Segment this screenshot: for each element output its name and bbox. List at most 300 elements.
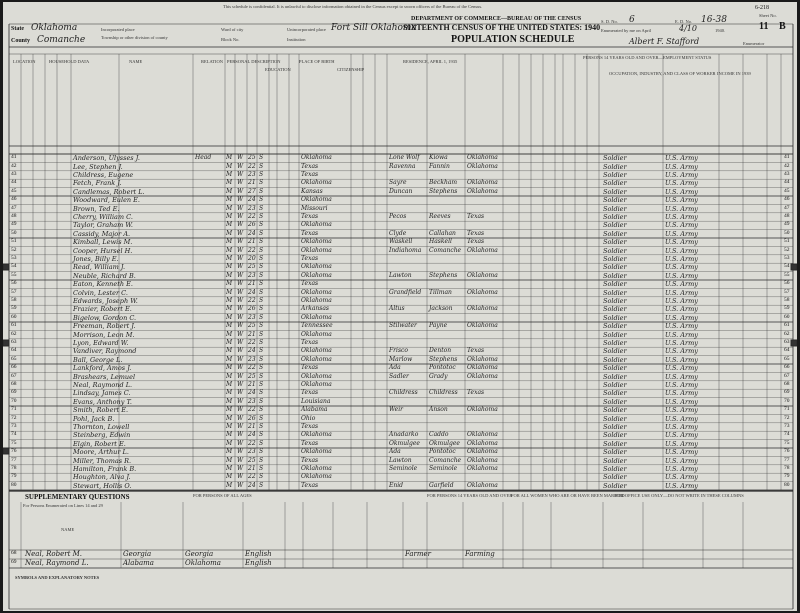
enumerator-label: Enumerator [743, 41, 765, 46]
birthplace: Kansas [301, 187, 323, 195]
occupation: Soldier [603, 381, 627, 389]
person-name: Miller, Thomas R. [73, 456, 132, 465]
industry: U.S. Army [665, 381, 698, 389]
industry: U.S. Army [665, 372, 698, 381]
sex: M [226, 414, 233, 422]
birthplace: Oklahoma [301, 355, 332, 363]
age: 21 [248, 238, 256, 246]
marital-status: S [259, 246, 264, 254]
race: W [237, 339, 244, 346]
line-number: 78 [11, 465, 17, 471]
residence-county: Callahan [429, 229, 456, 237]
supplementary-title: SUPPLEMENTARY QUESTIONS [25, 493, 130, 501]
occupation: Soldier [603, 229, 627, 238]
sex: M [226, 271, 233, 279]
residence-city: Stilwater [389, 322, 417, 330]
birthplace: Texas [301, 456, 319, 464]
incorporated-place-label: Incorporated place [101, 27, 135, 32]
industry: U.S. Army [665, 246, 698, 255]
residence-city: Ada [389, 448, 401, 456]
sex: M [226, 372, 233, 380]
residence-city: Lawton [389, 456, 412, 464]
sex: M [226, 179, 233, 187]
line-number: 61 [11, 322, 17, 329]
line-number: 76 [11, 448, 17, 455]
residence-county: Kiowa [429, 154, 448, 162]
age: 22 [248, 162, 256, 170]
age: 23 [248, 448, 256, 456]
age: 22 [248, 364, 256, 372]
census-sheet [3, 2, 797, 611]
township-label: Township or other division of county [101, 35, 168, 40]
residence-county: Stephens [429, 355, 458, 363]
county-value: Comanche [37, 35, 86, 45]
sex: M [226, 389, 233, 397]
occupation: Soldier [603, 271, 627, 280]
line-number: 44 [11, 179, 17, 186]
age: 21 [248, 423, 256, 430]
sheet-side: B [779, 21, 786, 32]
line-number-right: 46 [784, 196, 790, 203]
sex: M [226, 465, 233, 472]
occupation: Soldier [603, 372, 627, 381]
line-number: 69 [11, 389, 17, 396]
age: 24 [248, 481, 256, 489]
industry: U.S. Army [665, 288, 698, 297]
industry: U.S. Army [665, 154, 698, 163]
marital-status: S [259, 238, 264, 246]
line-number-right: 64 [784, 347, 790, 354]
line-number-right: 47 [784, 204, 790, 211]
birthplace: Missouri [301, 204, 328, 212]
residence-county: Stephens [429, 187, 458, 195]
person-name: Read, William J. [73, 263, 126, 272]
father-birthplace: Alabama [123, 559, 154, 567]
race: W [237, 456, 244, 464]
supplementary-all-ages: FOR PERSONS OF ALL AGES [193, 493, 252, 498]
occupation: Soldier [603, 238, 627, 247]
race: W [237, 355, 244, 363]
residence-city: Sayre [389, 179, 407, 187]
person-name: Neal, Raymond L. [73, 381, 133, 389]
race: W [237, 221, 244, 229]
line-number-right: 69 [784, 389, 790, 396]
occupation: Soldier [603, 465, 627, 473]
sex: M [226, 263, 233, 271]
person-name: Cooper, Hursel H. [73, 246, 133, 255]
department-line: DEPARTMENT OF COMMERCE—BUREAU OF THE CENSUS [411, 16, 582, 22]
line-number-right: 50 [784, 229, 790, 236]
sex: M [226, 381, 233, 388]
symbols-notes: SYMBOLS AND EXPLANATORY NOTES [15, 575, 100, 580]
line-number-right: 58 [784, 297, 790, 303]
residence-city: Pecos [389, 213, 407, 220]
birthplace: Tennessee [301, 322, 333, 330]
person-name: Morrison, Leon M. [73, 330, 135, 339]
occupation: Soldier [603, 423, 627, 431]
person-name: Thornton, Lowell [73, 423, 130, 431]
occupation: Soldier [603, 305, 627, 314]
industry: U.S. Army [665, 187, 698, 196]
age: 26 [248, 305, 256, 313]
birthplace: Texas [301, 162, 319, 170]
line-number-right: 68 [784, 381, 790, 387]
residence-county: Tillman [429, 288, 452, 296]
occupation: Soldier [603, 288, 627, 297]
occupation: Soldier [603, 162, 627, 171]
residence-city: Altus [389, 305, 405, 313]
marital-status: S [259, 171, 264, 178]
occupation: Soldier [603, 364, 627, 373]
section-birth: PLACE OF BIRTH [299, 59, 335, 64]
race: W [237, 297, 244, 304]
line-number: 52 [11, 246, 17, 253]
sex: M [226, 280, 233, 288]
race: W [237, 162, 244, 170]
race: W [237, 448, 244, 456]
birthplace: Oklahoma [301, 154, 332, 162]
birthplace: Texas [301, 439, 319, 447]
residence-city: Duncan [389, 187, 413, 195]
residence-city: Anadarko [389, 431, 419, 439]
person-name: Lankford, Amos J. [73, 364, 132, 373]
line-number: 55 [11, 271, 17, 278]
race: W [237, 406, 244, 414]
sex: M [226, 305, 233, 313]
race: W [237, 187, 244, 195]
marital-status: S [259, 288, 264, 296]
person-name: Lyon, Edward W. [73, 339, 129, 347]
person-name: Houghton, Alva J. [73, 473, 131, 482]
line-number-right: 44 [784, 179, 790, 186]
line-number: 79 [11, 473, 17, 480]
line-number-right: 67 [784, 372, 790, 379]
line-number-right: 51 [784, 238, 790, 245]
occupation: Soldier [603, 355, 627, 364]
marital-status: S [259, 372, 264, 380]
age: 21 [248, 330, 256, 338]
occupation: Soldier [603, 481, 627, 490]
residence-city: Okmulgee [389, 439, 420, 447]
residence-state: Oklahoma [467, 305, 498, 313]
mother-birthplace: Georgia [185, 550, 214, 558]
age: 24 [248, 347, 256, 355]
occupation: Soldier [603, 221, 627, 230]
residence-state: Oklahoma [467, 288, 498, 296]
block-label: Block No. [221, 37, 240, 42]
occupation: Soldier [603, 297, 627, 305]
age: 25 [248, 322, 256, 330]
age: 20 [248, 255, 256, 262]
occupation: Soldier [603, 439, 627, 448]
person-name: Anderson, Ulysses J. [73, 154, 140, 163]
line-number-right: 61 [784, 322, 790, 329]
race: W [237, 238, 244, 246]
race: W [237, 381, 244, 388]
occupation: Soldier [603, 255, 627, 263]
birthplace: Texas [301, 339, 319, 346]
ed-label: E. D. No. [675, 19, 693, 24]
confidentiality-notice: This schedule is confidential. It is unlawful to disclose information obtained in the Census except to sworn officers of the Bureau of the Census. [223, 4, 483, 9]
occupation: Soldier [603, 414, 627, 423]
residence-city: Weir [389, 406, 404, 414]
line-number: 46 [11, 196, 17, 203]
industry: U.S. Army [665, 213, 698, 221]
section-location: LOCATION [13, 59, 36, 64]
line-number: 41 [11, 154, 17, 161]
sex: M [226, 162, 233, 170]
line-number: 74 [11, 431, 17, 438]
schedule-title: POPULATION SCHEDULE [451, 34, 575, 45]
residence-city: Seminole [389, 465, 418, 472]
line-number-right: 42 [784, 162, 790, 169]
marital-status: S [259, 263, 264, 271]
line-number-right: 75 [784, 439, 790, 446]
supp-line-number: 69 [11, 559, 17, 565]
occupation: Soldier [603, 313, 627, 322]
marital-status: S [259, 347, 264, 355]
occupation: Soldier [603, 456, 627, 465]
marital-status: S [259, 423, 264, 430]
person-name: Lindsay, James C. [73, 389, 131, 398]
person-name: Neuble, Richard B. [73, 271, 136, 280]
birthplace: Texas [301, 389, 319, 397]
age: 23 [248, 313, 256, 321]
birthplace: Oklahoma [301, 288, 332, 296]
age: 22 [248, 246, 256, 254]
line-number: 64 [11, 347, 17, 354]
marital-status: S [259, 465, 264, 472]
line-number-right: 48 [784, 213, 790, 219]
residence-state: Oklahoma [467, 372, 498, 380]
industry: U.S. Army [665, 414, 698, 423]
age: 25 [248, 263, 256, 271]
occupation: Soldier [603, 473, 627, 482]
residence-state: Texas [467, 213, 485, 220]
age: 24 [248, 389, 256, 397]
race: W [237, 213, 244, 220]
sex: M [226, 347, 233, 355]
sheet-number: 11 [759, 21, 769, 32]
industry: U.S. Army [665, 162, 698, 171]
line-number-right: 53 [784, 255, 790, 261]
line-number-right: 59 [784, 305, 790, 312]
race: W [237, 372, 244, 380]
line-number: 50 [11, 229, 17, 236]
residence-city: Enid [389, 481, 404, 489]
sex: M [226, 229, 233, 237]
section-personal: PERSONAL DESCRIPTION [227, 59, 281, 64]
industry: U.S. Army [665, 423, 698, 431]
race: W [237, 313, 244, 321]
residence-county: Childress [429, 389, 458, 397]
age: 24 [248, 196, 256, 204]
line-number-right: 70 [784, 397, 790, 404]
sex: M [226, 448, 233, 456]
residence-state: Oklahoma [467, 271, 498, 279]
residence-county: Haskell [429, 238, 452, 246]
race: W [237, 439, 244, 447]
line-number-right: 41 [784, 154, 790, 161]
occupation: Soldier [603, 448, 627, 457]
residence-county: Comanche [429, 456, 462, 464]
person-name: Candlemas, Robert L. [73, 187, 145, 196]
sex: M [226, 221, 233, 229]
person-name: Cherry, William C. [73, 213, 133, 221]
person-name: Bigelow, Gordon C. [73, 313, 137, 322]
age: 21 [248, 465, 256, 472]
supplementary-fourteen: FOR PERSONS 14 YEARS OLD AND OVER [427, 493, 513, 498]
occupation: Soldier [603, 179, 627, 188]
industry: U.S. Army [665, 238, 698, 247]
industry: U.S. Army [665, 389, 698, 398]
industry: U.S. Army [665, 171, 698, 179]
industry: U.S. Army [665, 280, 698, 289]
line-number: 58 [11, 297, 17, 303]
section-citizenship: CITIZENSHIP [337, 67, 365, 72]
line-number: 77 [11, 456, 17, 463]
birthplace: Texas [301, 364, 319, 372]
line-number: 45 [11, 187, 17, 194]
unincorporated-label: Unincorporated place [287, 27, 326, 32]
occupation: Soldier [603, 330, 627, 339]
marital-status: S [259, 397, 264, 405]
race: W [237, 271, 244, 279]
residence-county: Denton [429, 347, 452, 355]
sex: M [226, 364, 233, 372]
age: 22 [248, 297, 256, 304]
census-title: SIXTEENTH CENSUS OF THE UNITED STATES: 1940 [403, 23, 601, 32]
industry: U.S. Army [665, 406, 698, 415]
industry: U.S. Army [665, 229, 698, 238]
line-number: 75 [11, 439, 17, 446]
residence-city: Waskell [389, 238, 413, 246]
residence-state: Oklahoma [467, 246, 498, 254]
person-name: Woodward, Eulen E. [73, 196, 140, 205]
marital-status: S [259, 364, 264, 372]
line-number: 42 [11, 162, 17, 169]
sheet-label: Sheet No. [759, 13, 777, 18]
line-number-right: 80 [784, 481, 790, 488]
person-name: Evans, Anthony T. [73, 397, 132, 406]
line-number-right: 73 [784, 423, 790, 429]
industry: U.S. Army [665, 204, 698, 213]
line-number: 59 [11, 305, 17, 312]
line-number: 71 [11, 406, 17, 413]
line-number: 80 [11, 481, 17, 488]
race: W [237, 154, 244, 162]
residence-state: Oklahoma [467, 322, 498, 330]
residence-state: Oklahoma [467, 154, 498, 162]
occupation: Soldier [603, 280, 627, 289]
industry: U.S. Army [665, 439, 698, 448]
residence-city: Ada [389, 364, 401, 372]
enumerated-label: Enumerated by me on April [601, 28, 651, 33]
marital-status: S [259, 255, 264, 262]
residence-state: Oklahoma [467, 456, 498, 464]
person-name: Frazier, Robert E. [73, 305, 132, 314]
line-number-right: 78 [784, 465, 790, 471]
state-label: State [11, 26, 24, 32]
birthplace: Texas [301, 280, 319, 288]
sex: M [226, 196, 233, 204]
sd-label: S. D. No. [601, 19, 618, 24]
occupation: Soldier [603, 187, 627, 196]
occupation: Soldier [603, 322, 627, 331]
marital-status: S [259, 322, 264, 330]
sex: M [226, 187, 233, 195]
age: 23 [248, 271, 256, 279]
marital-status: S [259, 456, 264, 464]
age: 22 [248, 406, 256, 414]
line-number-right: 79 [784, 473, 790, 480]
usual-industry: Farming [465, 550, 495, 558]
race: W [237, 322, 244, 330]
line-number: 63 [11, 339, 17, 345]
marital-status: S [259, 162, 264, 170]
sex: M [226, 238, 233, 246]
industry: U.S. Army [665, 305, 698, 314]
birthplace: Oklahoma [301, 246, 332, 254]
occupation: Soldier [603, 213, 627, 221]
mother-birthplace: Oklahoma [185, 559, 221, 567]
person-name: Eaton, Kenneth E. [73, 280, 133, 289]
race: W [237, 347, 244, 355]
marital-status: S [259, 473, 264, 481]
father-birthplace: Georgia [123, 550, 152, 558]
age: 26 [248, 414, 256, 422]
line-number: 73 [11, 423, 17, 429]
occupation: Soldier [603, 339, 627, 347]
section-household: HOUSEHOLD DATA [49, 59, 90, 64]
residence-state: Oklahoma [467, 364, 498, 372]
sex: M [226, 355, 233, 363]
marital-status: S [259, 305, 264, 313]
line-number-right: 52 [784, 246, 790, 253]
sex: M [226, 246, 233, 254]
residence-state: Oklahoma [467, 439, 498, 447]
residence-state: Oklahoma [467, 179, 498, 187]
residence-county: Payne [429, 322, 448, 330]
line-number-right: 55 [784, 271, 790, 278]
line-number-right: 63 [784, 339, 790, 345]
section-residence: RESIDENCE, APRIL 1, 1935 [403, 59, 458, 64]
state-value: Oklahoma [31, 23, 78, 33]
residence-county: Comanche [429, 246, 462, 254]
residence-county: Okmulgee [429, 439, 460, 447]
sex: M [226, 473, 233, 481]
residence-state: Texas [467, 347, 485, 355]
age: 24 [248, 288, 256, 296]
occupation: Soldier [603, 347, 627, 356]
residence-city: Ravenna [389, 162, 416, 170]
occupation: Soldier [603, 246, 627, 255]
marital-status: S [259, 431, 264, 439]
unincorporated-value: Fort Sill Oklahoma [331, 23, 417, 33]
enumerator-signature: Albert F. Stafford [629, 37, 700, 46]
ed-value: 16-38 [701, 15, 727, 25]
marital-status: S [259, 448, 264, 456]
line-number: 43 [11, 171, 17, 177]
marital-status: S [259, 481, 264, 489]
section-employment: PERSONS 14 YEARS OLD AND OVER—EMPLOYMENT STATUS [583, 55, 712, 60]
birthplace: Oklahoma [301, 179, 332, 187]
supp-line-number: 68 [11, 550, 17, 556]
line-number-right: 65 [784, 355, 790, 362]
sex: M [226, 431, 233, 439]
residence-state: Oklahoma [467, 481, 498, 489]
line-number-right: 71 [784, 406, 790, 413]
